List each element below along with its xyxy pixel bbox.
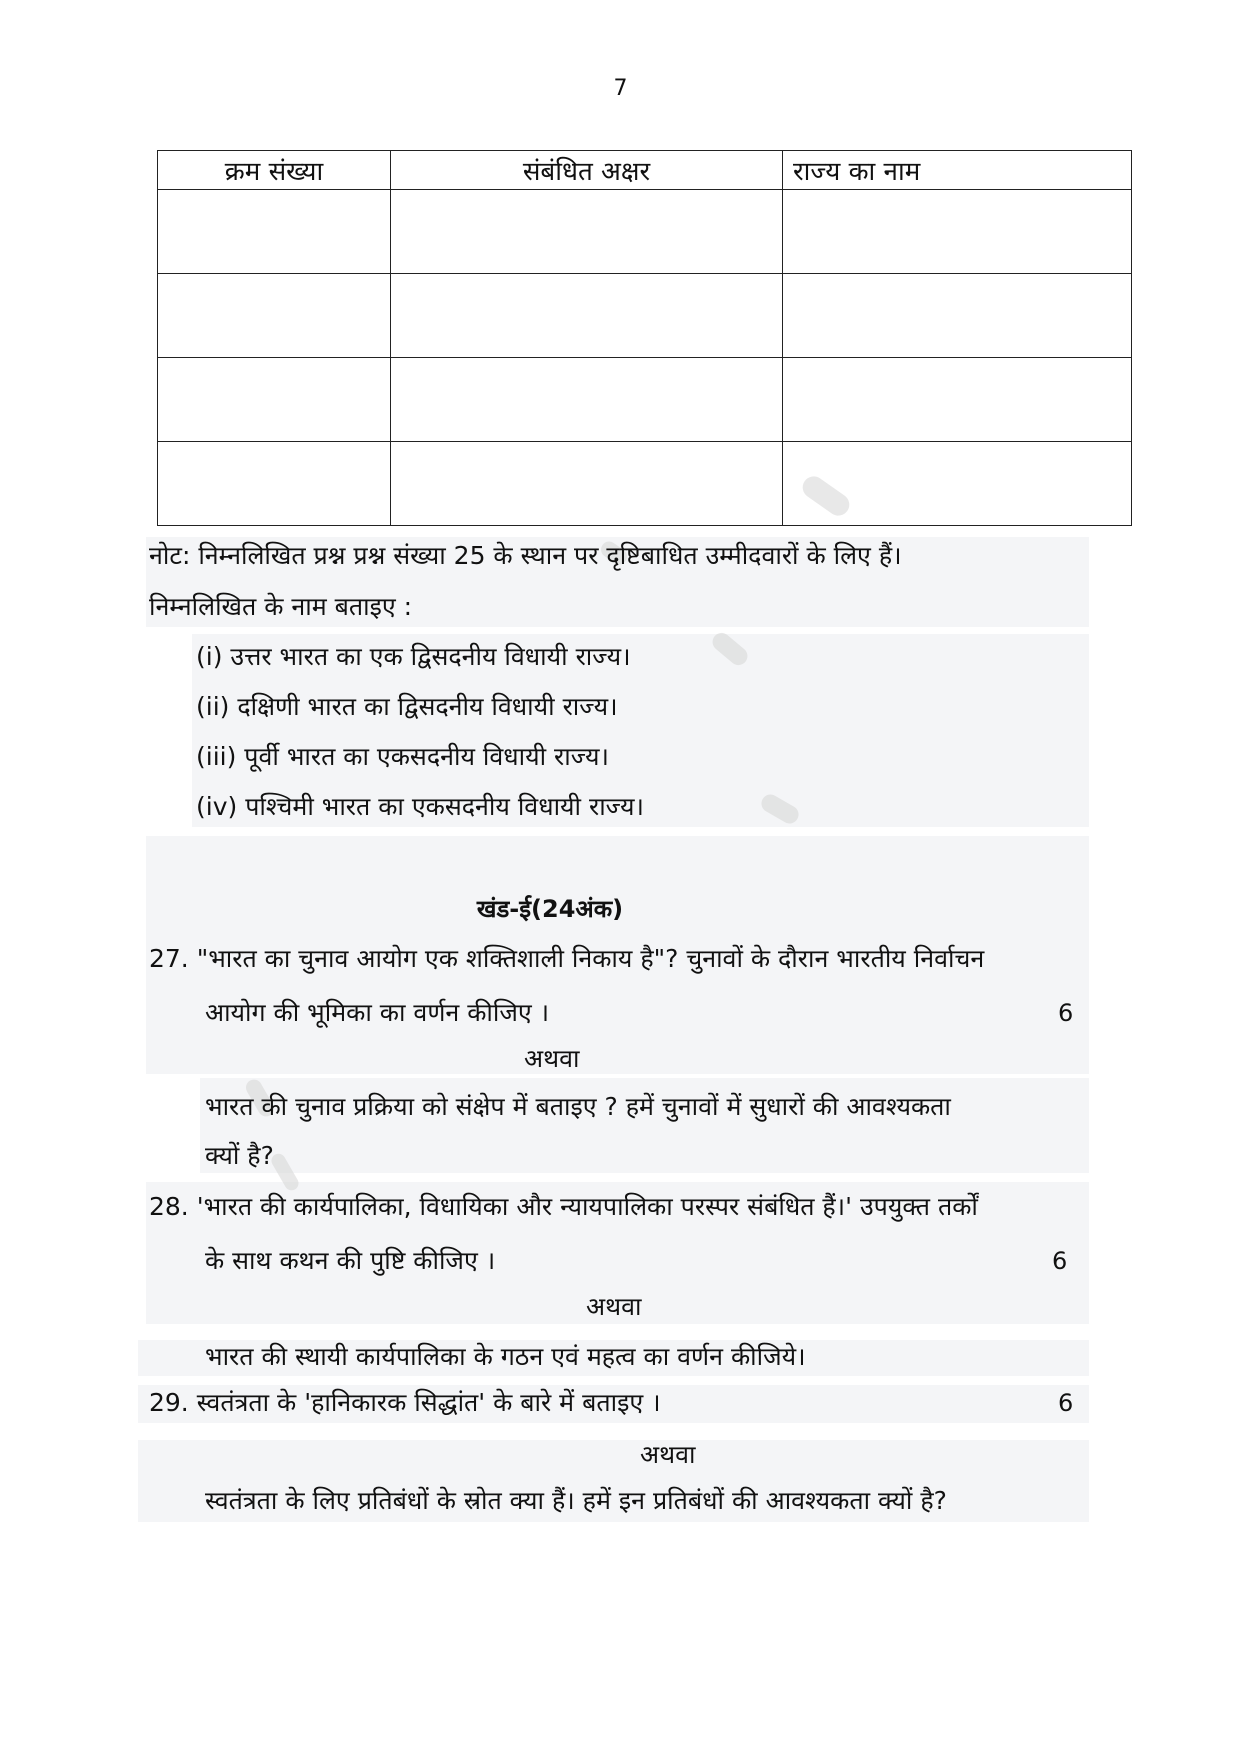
page-number: 7 xyxy=(613,76,628,101)
q29-alt-line-1: स्वतंत्रता के लिए प्रतिबंधों के स्रोत क्या हैं। हमें इन प्रतिबंधों की आवश्यकता क्यों है? xyxy=(205,1486,947,1515)
table-row xyxy=(158,274,1132,358)
table-header-state: राज्य का नाम xyxy=(783,151,1132,190)
table-row xyxy=(158,442,1132,526)
q27-marks: 6 xyxy=(1058,999,1074,1027)
table-header-serial: क्रम संख्या xyxy=(158,151,391,190)
q27-alt-line-2: क्यों है? xyxy=(205,1141,274,1170)
q28-alt-line-1: भारत की स्थायी कार्यपालिका के गठन एवं महत्व का वर्णन कीजिये। xyxy=(205,1342,806,1371)
q28-line-2: के साथ कथन की पुष्टि कीजिए । xyxy=(205,1246,496,1275)
q29-or: अथवा xyxy=(640,1440,696,1469)
q27-or: अथवा xyxy=(524,1044,580,1073)
answer-table xyxy=(157,150,1132,526)
table-row xyxy=(158,190,1132,274)
q27-alt-line-1: भारत की चुनाव प्रक्रिया को संक्षेप में बताइए ? हमें चुनावों में सुधारों की आवश्यकता xyxy=(205,1092,951,1121)
q28-or: अथवा xyxy=(586,1292,642,1321)
q27-line-1: 27. "भारत का चुनाव आयोग एक शक्तिशाली निकाय है"? चुनावों के दौरान भारतीय निर्वाचन xyxy=(149,944,985,973)
table-header-row xyxy=(158,151,1132,190)
q29-line-1: 29. स्वतंत्रता के 'हानिकारक सिद्धांत' के बारे में बताइए । xyxy=(149,1388,661,1417)
note-item: (ii) दक्षिणी भारत का द्विसदनीय विधायी राज्य। xyxy=(196,692,618,721)
q29-marks: 6 xyxy=(1058,1389,1074,1417)
note-item: (iii) पूर्वी भारत का एकसदनीय विधायी राज्य। xyxy=(196,742,610,771)
note-line-2: निम्नलिखित के नाम बताइए : xyxy=(149,592,413,621)
note-line-1: नोट: निम्नलिखित प्रश्न प्रश्न संख्या 25 के स्थान पर दृष्टिबाधित उम्मीदवारों के लिए हैं। xyxy=(149,541,902,570)
q28-line-1: 28. 'भारत की कार्यपालिका, विधायिका और न्यायपालिका परस्पर संबंधित हैं।' उपयुक्त तर्कों xyxy=(149,1192,978,1221)
table-header-letter: संबंधित अक्षर xyxy=(391,151,783,190)
note-item: (iv) पश्चिमी भारत का एकसदनीय विधायी राज्य। xyxy=(196,792,644,821)
note-item: (i) उत्तर भारत का एक द्विसदनीय विधायी राज्य। xyxy=(196,642,631,671)
q28-marks: 6 xyxy=(1052,1247,1068,1275)
section-heading: खंड-ई(24अंक) xyxy=(476,895,624,923)
table-row xyxy=(158,358,1132,442)
q27-line-2: आयोग की भूमिका का वर्णन कीजिए । xyxy=(205,998,550,1027)
